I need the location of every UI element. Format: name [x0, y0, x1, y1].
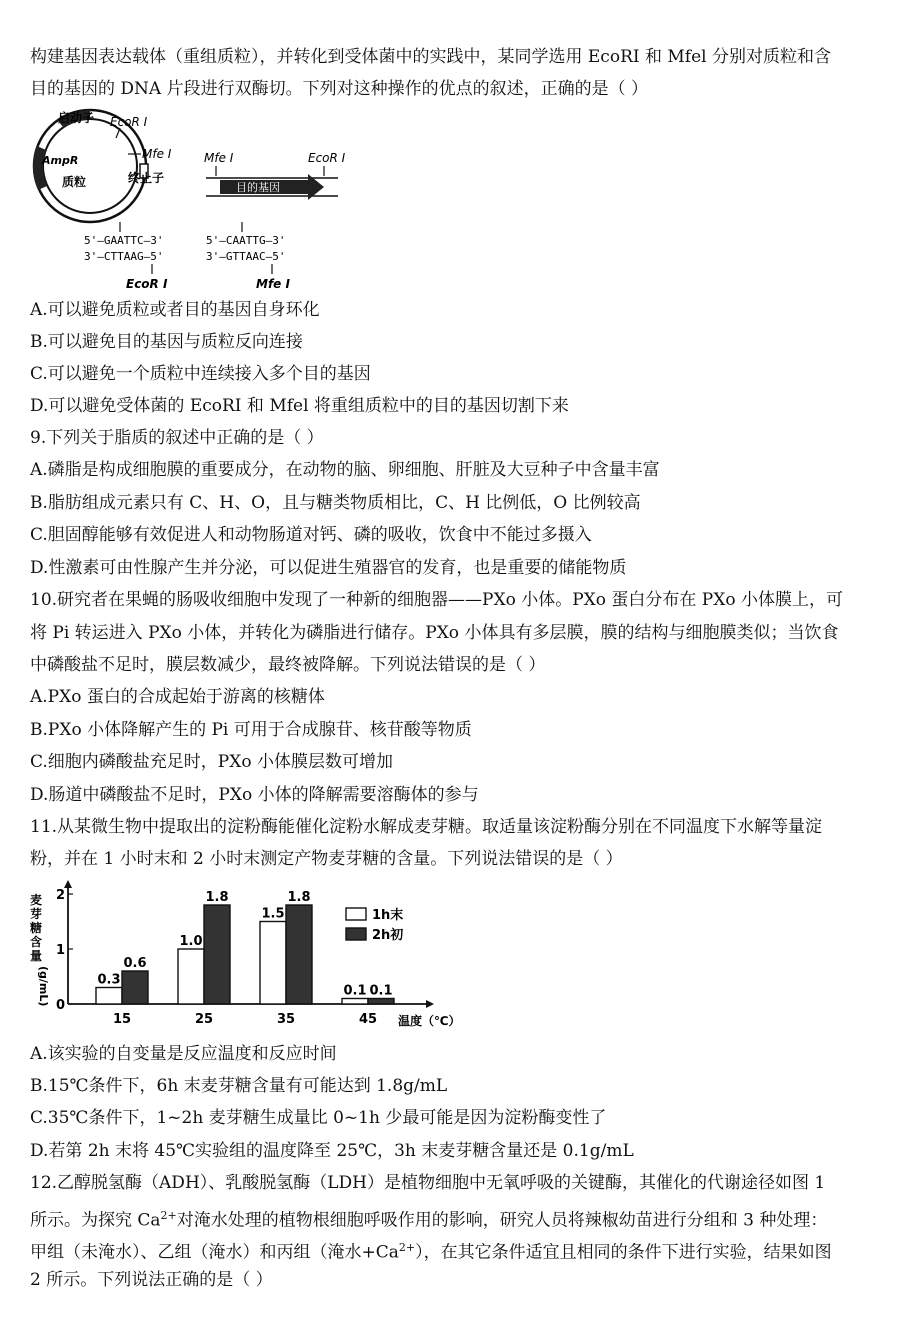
bar-data-label: 1.0: [179, 934, 203, 949]
ecori-seq-top: 5'—GAATTC—3': [84, 234, 164, 247]
bar-1h-end: [342, 999, 368, 1005]
q10-stem-line1: 10.研究者在果蝇的肠吸收细胞中发现了一种新的细胞器——PXo 小体。PXo 蛋白分布在 PXo 小体膜上，可: [30, 590, 843, 610]
legend-swatch: [346, 908, 366, 920]
y-tick-label: 2: [56, 888, 66, 903]
terminator-label: 终止子: [128, 171, 165, 185]
q10-stem-line3: 中磷酸盐不足时，膜层数减少，最终被降解。下列说法错误的是（ ）: [30, 655, 546, 675]
bar-1h-end: [96, 988, 122, 1005]
plasmid-diagram: [28, 104, 358, 294]
q11-stem-line2: 粉，并在 1 小时末和 2 小时末测定产物麦芽糖的含量。下列说法错误的是（ ）: [30, 849, 623, 869]
q8-option-d: D.可以避免受体菌的 EcoRI 和 Mfel 将重组质粒中的目的基因切割下来: [30, 396, 569, 416]
x-tick-label: 35: [276, 1012, 296, 1027]
ampr-segment: [33, 146, 47, 190]
x-tick-label: 15: [112, 1012, 132, 1027]
q8-option-c: C.可以避免一个质粒中连续接入多个目的基因: [30, 364, 371, 384]
legend-label: 1h末: [372, 908, 404, 923]
q9-option-d: D.性激素可由性腺产生并分泌，可以促进生殖器官的发育，也是重要的储能物质: [30, 558, 627, 578]
mfei-site-label-plasmid: Mfe I: [142, 147, 172, 161]
q8-option-b: B.可以避免目的基因与质粒反向连接: [30, 332, 303, 352]
bar-2h-start: [204, 905, 230, 1004]
y-axis-label-char: 芽: [30, 907, 43, 921]
q9-option-c: C.胆固醇能够有效促进人和动物肠道对钙、磷的吸收，饮食中不能过多摄入: [30, 525, 592, 545]
bar-data-label: 0.3: [97, 972, 121, 988]
target-gene-label: 目的基因: [236, 181, 280, 194]
ampr-label: AmpR: [42, 154, 79, 167]
ecori-seq-bottom: 3'—CTTAAG—5': [84, 250, 164, 263]
q11-stem-line1: 11.从某微生物中提取出的淀粉酶能催化淀粉水解成麦芽糖。取适量该淀粉酶分别在不同温度下水解等量淀: [30, 817, 823, 837]
q10-stem-line2: 将 Pi 转运进入 PXo 小体，并转化为磷脂进行储存。PXo 小体具有多层膜，膜的结构与细胞膜类似；当饮食: [30, 623, 839, 643]
maltose-bar-chart: [28, 878, 488, 1028]
bar-1h-end: [178, 949, 204, 1004]
x-ticks: [113, 1012, 377, 1027]
q10-option-d: D.肠道中磷酸盐不足时，PXo 小体的降解需要溶酶体的参与: [30, 785, 479, 805]
q12-line2-superscript: 2+: [160, 1209, 177, 1222]
q12-line4: 2 所示。下列说法正确的是（ ）: [30, 1270, 273, 1290]
bar-data-label: 0.6: [123, 956, 147, 971]
x-tick-label: 45: [358, 1012, 378, 1027]
q10-option-b: B.PXo 小体降解产生的 Pi 可用于合成腺苷、核苷酸等物质: [30, 720, 472, 740]
bar-2h-start: [286, 905, 312, 1004]
q12-line1: 12.乙醇脱氢酶（ADH）、乳酸脱氢酶（LDH）是植物细胞中无氧呼吸的关键酶，其催化的代谢途径如图 1: [30, 1173, 826, 1193]
y-axis-label-unit: (g/mL): [37, 966, 50, 1007]
bars: [96, 890, 394, 1004]
bar-2h-start: [122, 971, 148, 1004]
legend-swatch: [346, 928, 366, 940]
mfei-seq-label: Mfe I: [256, 277, 290, 291]
q10-option-a: A.PXo 蛋白的合成起始于游离的核糖体: [30, 687, 325, 707]
q11-option-a: A.该实验的自变量是反应温度和反应时间: [30, 1044, 337, 1064]
q12-line2-part2: 对淹水处理的植物根细胞呼吸作用的影响，研究人员将辣椒幼苗进行分组和 3 种处理：: [176, 1210, 828, 1231]
bar-1h-end: [260, 922, 286, 1005]
bar-data-label: 1.5: [261, 906, 285, 922]
q8-stem-line1: 构建基因表达载体（重组质粒），并转化到受体菌中的实践中，某同学选用 EcoRI 和 Mfel 分别对质粒和含: [30, 47, 831, 67]
y-axis-arrow: [64, 880, 72, 888]
ecori-seq-label: EcoR I: [126, 277, 168, 291]
q12-line2-part1: 所示。为探究 Ca: [30, 1210, 161, 1231]
q8-stem-line2: 目的基因的 DNA 片段进行双酶切。下列对这种操作的优点的叙述，正确的是（ ）: [30, 79, 648, 99]
q12-line2: [30, 1204, 827, 1233]
q9-option-a: A.磷脂是构成细胞膜的重要成分，在动物的脑、卵细胞、肝脏及大豆种子中含量丰富: [30, 460, 660, 480]
bar-data-label: 1.8: [205, 890, 229, 905]
y-tick-label: 1: [56, 943, 66, 958]
q8-option-a: A.可以避免质粒或者目的基因自身环化: [30, 300, 320, 320]
y-axis-label-char: 含: [30, 935, 43, 949]
bar-2h-start: [368, 999, 394, 1005]
mfei-site-label-fragment: Mfe I: [204, 151, 234, 165]
q9-option-b: B.脂肪组成元素只有 C、H、O，且与糖类物质相比，C、H 比例低，O 比例较高: [30, 493, 641, 513]
ecori-site-label-fragment: EcoR I: [308, 151, 346, 165]
x-axis-label: 温度（℃）: [398, 1014, 461, 1028]
y-axis-label-char: 量: [30, 949, 43, 963]
q10-option-c: C.细胞内磷酸盐充足时，PXo 小体膜层数可增加: [30, 752, 393, 772]
y-ticks: [56, 888, 73, 1013]
plasmid-label: 质粒: [62, 175, 87, 189]
x-tick-label: 25: [194, 1012, 214, 1027]
legend-label: 2h初: [372, 928, 404, 943]
q11-option-b: B.15℃条件下，6h 末麦芽糖含量有可能达到 1.8g/mL: [30, 1076, 448, 1096]
chart-legend: [346, 907, 403, 943]
q12-line3-superscript: 2+: [398, 1241, 416, 1254]
bar-data-label: 0.1: [369, 983, 393, 999]
bar-data-label: 0.1: [343, 983, 367, 999]
promoter-label: 启动子: [58, 111, 95, 125]
ecori-site-label-plasmid: EcoR I: [110, 115, 148, 129]
q12-line3-part2: ），在其它条件适宜且相同的条件下进行实验，结果如图: [415, 1242, 832, 1263]
mfei-seq-top: 5'—CAATTG—3': [206, 234, 286, 247]
y-tick-label: 0: [56, 998, 66, 1013]
q9-stem: 9.下列关于脂质的叙述中正确的是（ ）: [30, 428, 324, 448]
bar-data-label: 1.8: [287, 890, 311, 905]
q12-line3-part1: 甲组（未淹水）、乙组（淹水）和丙组（淹水+Ca: [30, 1242, 399, 1263]
q11-option-d: D.若第 2h 末将 45℃实验组的温度降至 25℃，3h 末麦芽糖含量还是 0.1g/mL: [30, 1141, 634, 1161]
q11-option-c: C.35℃条件下，1~2h 麦芽糖生成量比 0~1h 少最可能是因为淀粉酶变性了: [30, 1108, 607, 1128]
y-axis-label-char: 麦: [30, 893, 43, 907]
mfei-seq-bottom: 3'—GTTAAC—5': [206, 250, 286, 263]
y-axis-label: [29, 892, 50, 1006]
x-axis-arrow: [426, 1000, 434, 1008]
y-axis-label-char: 糖: [30, 921, 43, 935]
q12-line3: [30, 1236, 832, 1265]
